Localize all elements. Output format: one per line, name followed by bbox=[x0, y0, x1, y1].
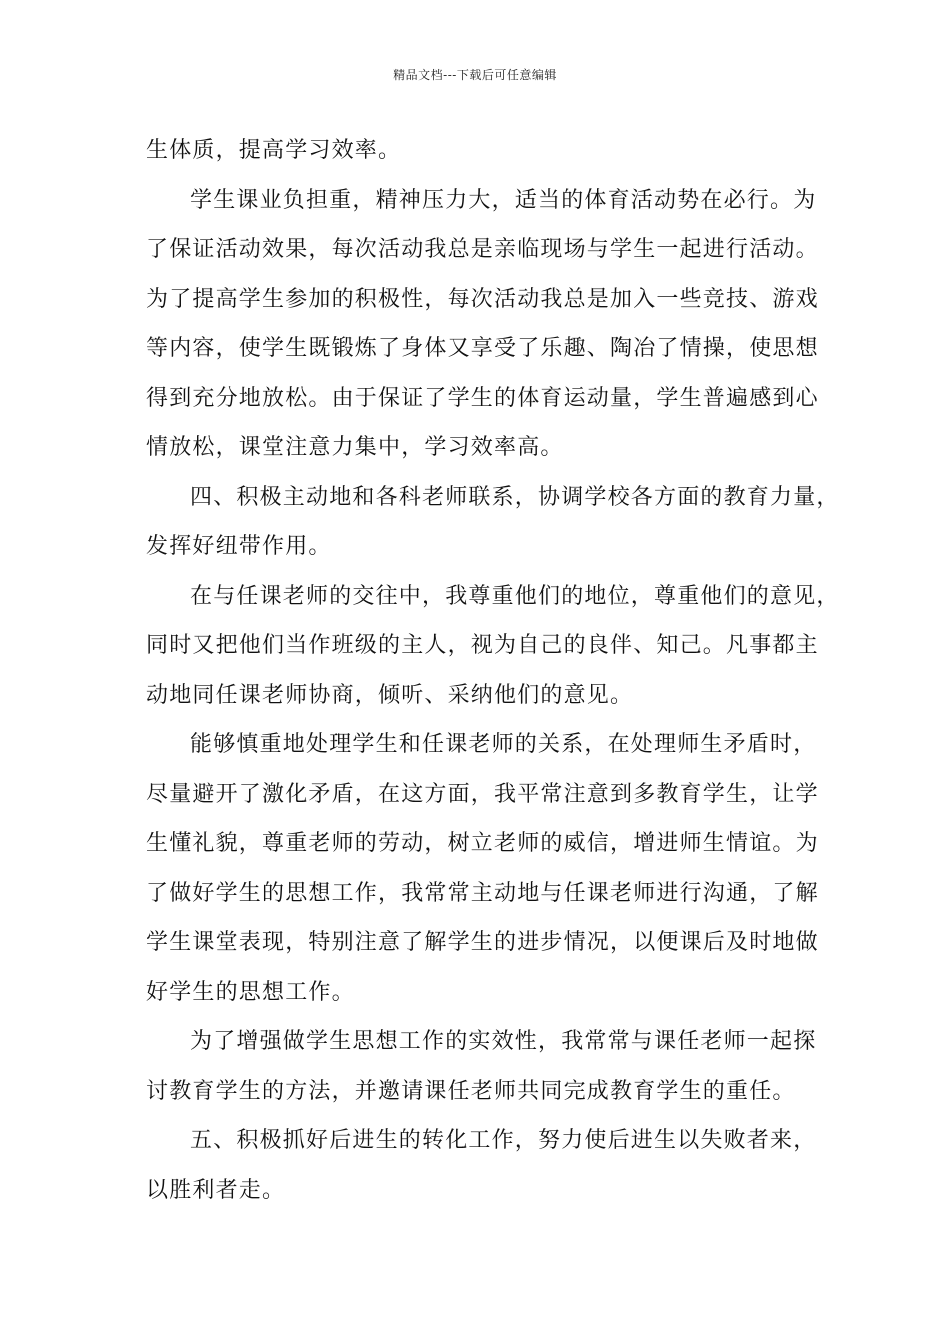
paragraph bbox=[146, 176, 819, 473]
text-line: 好学生的思想工作。 bbox=[146, 979, 355, 1005]
section-heading-line: 五、积极抓好后进生的转化工作，努力使后进生以失败者来， bbox=[190, 1128, 817, 1153]
paragraph bbox=[146, 1017, 817, 1116]
section-heading-line: 以胜利者走。 bbox=[146, 1177, 286, 1203]
text-line: 动地同任课老师协商，倾听、采纳他们的意见。 bbox=[146, 682, 634, 708]
section-heading-line: 发挥好纽带作用。 bbox=[146, 534, 332, 559]
document-body bbox=[146, 126, 840, 1215]
text-line: 了做好学生的思想工作，我常常主动地与任课老师进行沟通，了解 bbox=[146, 880, 819, 906]
paragraph bbox=[146, 1116, 817, 1215]
section-heading-line: 四、积极主动地和各科老师联系，协调学校各方面的教育力量， bbox=[190, 484, 840, 510]
text-line: 同时又把他们当作班级的主人，视为自己的良伴、知己。凡事都主 bbox=[146, 633, 819, 658]
text-line: 情放松，课堂注意力集中，学习效率高。 bbox=[146, 435, 564, 460]
text-line: 学生课堂表现，特别注意了解学生的进步情况，以便课后及时地做 bbox=[146, 930, 819, 955]
paragraph bbox=[146, 126, 806, 176]
text-line: 尽量避开了激化矛盾，在这方面，我平常注意到多教育学生，让学 bbox=[146, 781, 819, 807]
paragraph bbox=[146, 720, 819, 1017]
text-line: 学生课业负担重，精神压力大，适当的体育活动势在必行。为 bbox=[190, 187, 817, 213]
text-line: 生体质，提高学习效率。 bbox=[146, 138, 402, 163]
text-line: 生懂礼貌，尊重老师的劳动，树立老师的威信，增进师生情谊。为 bbox=[146, 831, 819, 856]
page-header: 精品文档---下载后可任意编辑 bbox=[393, 68, 557, 82]
paragraph bbox=[146, 473, 840, 572]
text-line: 在与任课老师的交往中，我尊重他们的地位，尊重他们的意见， bbox=[190, 583, 840, 609]
text-line: 为了增强做学生思想工作的实效性，我常常与课任老师一起探 bbox=[190, 1029, 817, 1054]
paragraph bbox=[146, 572, 840, 721]
text-line: 为了提高学生参加的积极性，每次活动我总是加入一些竞技、游戏 bbox=[146, 286, 819, 312]
text-line: 能够慎重地处理学生和任课老师的关系，在处理师生矛盾时， bbox=[190, 732, 817, 757]
text-line: 得到充分地放松。由于保证了学生的体育运动量，学生普遍感到心 bbox=[146, 385, 819, 411]
text-line: 了保证活动效果，每次活动我总是亲临现场与学生一起进行活动。 bbox=[146, 237, 819, 262]
text-line: 等内容，使学生既锻炼了身体又享受了乐趣、陶冶了情操，使思想 bbox=[146, 336, 819, 361]
text-line: 讨教育学生的方法，并邀请课任老师共同完成教育学生的重任。 bbox=[146, 1078, 796, 1104]
